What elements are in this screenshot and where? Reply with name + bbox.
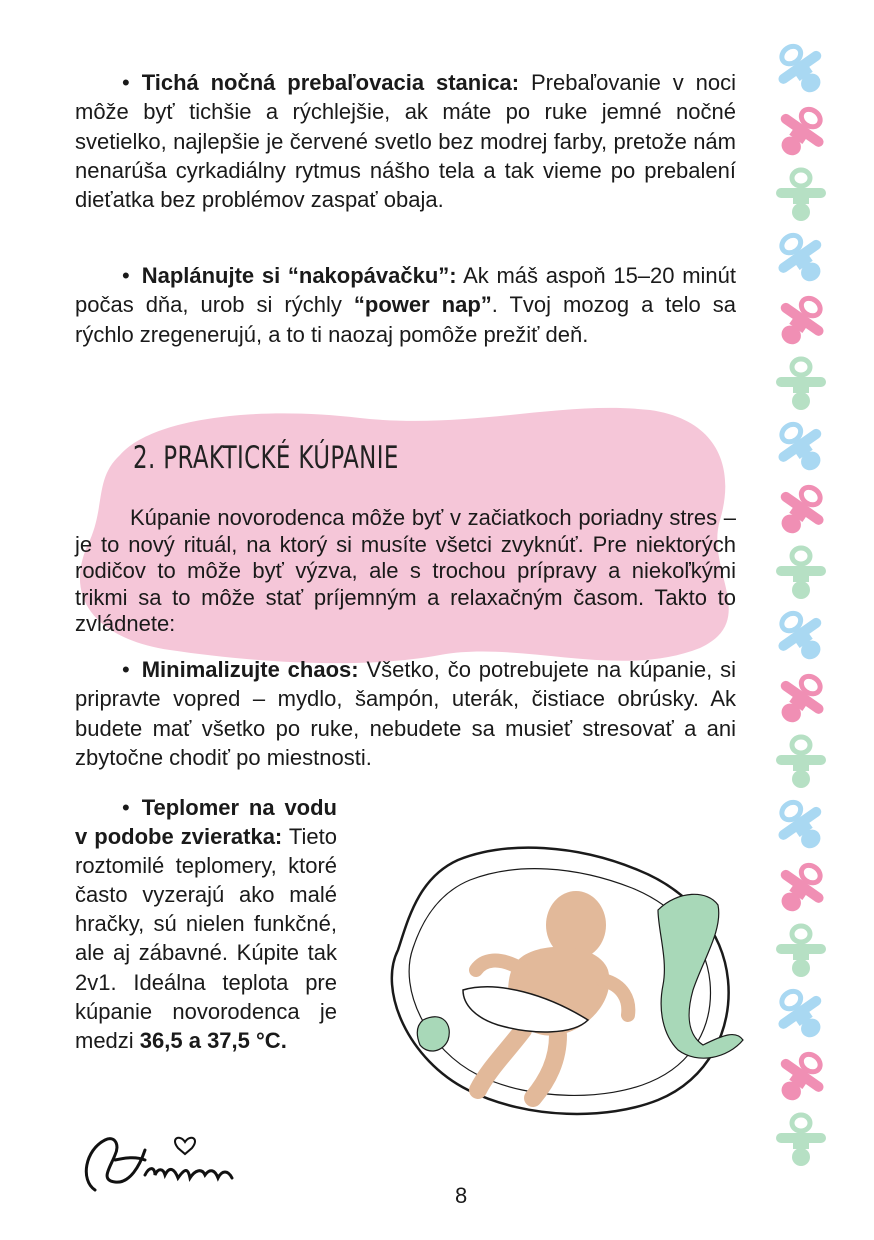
tip-night-changing-station (75, 68, 736, 214)
pacifier-icon (768, 1048, 834, 1106)
tip-power-nap (75, 261, 736, 349)
tip-title: Teplomer na vodu v podobe zvieratka: (75, 795, 337, 850)
pacifier-icon (768, 418, 834, 476)
pacifier-icon (768, 40, 834, 98)
tip-thermometer (75, 793, 337, 1055)
pacifier-icon (768, 229, 834, 287)
pacifier-icon (768, 922, 834, 980)
pacifier-icon (768, 859, 834, 917)
pacifier-icon (768, 733, 834, 791)
pacifier-icon (768, 166, 834, 224)
tip-minimize-chaos (75, 655, 736, 772)
tip-highlight: “power nap” (353, 292, 492, 318)
section-heading: 2. PRAKTICKÉ KÚPANIE (133, 440, 399, 476)
pacifier-icon (768, 670, 834, 728)
section-intro (75, 505, 736, 638)
whale-tail (658, 894, 743, 1058)
tip-title: Minimalizujte chaos: (141, 657, 359, 682)
tip-highlight: 36,5 a 37,5 °C. (139, 1027, 287, 1053)
intro-text: Kúpanie novorodenca môže byť v začiatkoch poriadny stres – je to nový rituál, na ktorý si musíte všetci zvyknúť. Pre niektorých rodičov to môže byť výzva, ale s trochou prípravy a niekoľkými trikmi sa to môže stať príjemným a relaxačným časom. Takto to zvládnete: (75, 505, 736, 636)
pacifier-icon (768, 292, 834, 350)
pacifier-icon (768, 607, 834, 665)
tip-text: Ak máš aspoň 15–20 minút počas dňa, urob si rýchly (75, 263, 737, 318)
pacifier-icon (768, 985, 834, 1043)
tip-title: Tichá nočná prebaľovacia stanica: (141, 70, 520, 95)
bullet: • (122, 70, 130, 95)
pacifier-icon (768, 796, 834, 854)
bullet: • (122, 795, 130, 820)
pacifier-icon (768, 103, 834, 161)
tip-text: Všetko, čo potrebujete na kúpanie, si pripravte vopred – mydlo, šampón, uterák, čistiace obrúsky. Ak budete mať všetko po ruke, nebudete sa musieť stresovať a ani zbytočne chodiť po miestnosti. (75, 657, 736, 770)
pacifier-icon (768, 481, 834, 539)
pacifier-icon (768, 544, 834, 602)
baby-bath-illustration (358, 830, 748, 1130)
tip-title: Naplánujte si “nakopávačku”: (141, 263, 457, 288)
pacifier-icon (768, 355, 834, 413)
anvien-logo (70, 1120, 240, 1210)
bullet: • (122, 657, 130, 682)
tip-text: Prebaľovanie v noci môže byť tichšie a rýchlejšie, ak máte po ruke jemné nočné svetielko, najlepšie je červené svetlo bez modrej farby, pretože nám nenarúša cyrkadiálny rytmus nášho tela a tak vieme po prebalení dieťatka bez problémov zaspať obaja. (75, 70, 736, 213)
pacifier-icon (768, 1111, 834, 1169)
tip-text: . Tvoj mozog a telo sa rýchlo zregenerujú, a to ti naozaj pomôže prežiť deň. (75, 292, 737, 347)
tip-text: Tieto roztomilé teplomery, ktoré často vyzerajú ako malé hračky, sú nielen funkčné, ale aj zábavné. Kúpite tak 2v1. Ideálna teplota pre kúpanie novorodenca je medzi (75, 824, 338, 1053)
bullet: • (122, 263, 130, 288)
page-number: 8 (455, 1183, 468, 1208)
thermometer-fish (417, 1017, 449, 1051)
pacifier-border (768, 40, 838, 1190)
